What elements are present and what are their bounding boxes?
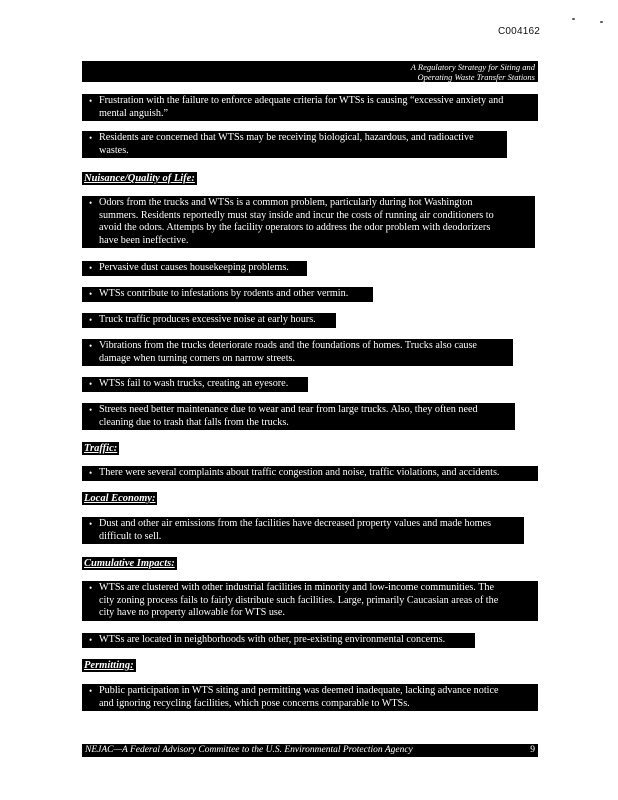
bullet-glyph: • bbox=[89, 686, 93, 696]
bullet-item-line: WTSs are clustered with other industrial facilities in minority and low-income communities. The bbox=[99, 582, 495, 593]
bullet-item bbox=[82, 517, 524, 544]
bullet-item bbox=[82, 633, 475, 648]
bullet-glyph: • bbox=[89, 133, 93, 143]
scan-speck bbox=[600, 21, 603, 23]
bullet-item bbox=[82, 466, 538, 481]
bullet-item-line: WTSs are located in neighborhoods with other, pre-existing environmental concerns. bbox=[99, 634, 446, 645]
bullet-item bbox=[82, 313, 336, 328]
bullet-glyph: • bbox=[89, 635, 93, 645]
running-header-line-2: Operating Waste Transfer Stations bbox=[417, 72, 535, 82]
bullet-item bbox=[82, 196, 535, 248]
bullet-item bbox=[82, 131, 507, 158]
bullet-glyph: • bbox=[89, 198, 93, 208]
bullet-item-line: city have no property allowable for WTS use. bbox=[99, 607, 285, 619]
bullet-item-line: city zoning process fails to fairly distribute such facilities. Large, primarily Caucasian areas of the bbox=[99, 594, 499, 606]
bullet-item-line: summers. Residents reportedly must stay inside and incur the costs of running air conditioners to bbox=[99, 209, 494, 221]
bullet-item-line: Frustration with the failure to enforce adequate criteria for WTSs is causing “excessive anxiety and bbox=[99, 95, 504, 106]
section-heading-local-economy: Local Economy: bbox=[84, 493, 156, 504]
bullet-item-line: and ignoring recycling facilities, which pose concerns comparable to WTSs. bbox=[99, 697, 410, 709]
section-heading-permitting: Permitting: bbox=[84, 660, 134, 671]
running-header-line-1: A Regulatory Strategy for Siting and bbox=[410, 62, 535, 72]
bullet-glyph: • bbox=[89, 583, 93, 593]
bullet-item-line: avoid the odors. Attempts by the facility operators to address the odor problem with deodorizers bbox=[99, 222, 491, 234]
bullet-glyph: • bbox=[89, 519, 93, 529]
bullet-item bbox=[82, 684, 538, 711]
section-heading-traffic: Traffic: bbox=[84, 443, 118, 454]
bullet-glyph: • bbox=[89, 263, 93, 273]
bullet-item-line: Public participation in WTS siting and permitting was deemed inadequate, lacking advance notice bbox=[99, 685, 499, 696]
bullet-item bbox=[82, 94, 538, 121]
footer-text: NEJAC—A Federal Advisory Committee to the U.S. Environmental Protection Agency bbox=[85, 745, 413, 755]
bullet-item-line: WTSs contribute to infestations by rodents and other vermin. bbox=[99, 288, 349, 299]
bullet-item-line: Truck traffic produces excessive noise at early hours. bbox=[99, 314, 316, 325]
bullet-item bbox=[82, 581, 538, 621]
page-number: 9 bbox=[530, 745, 535, 755]
bullet-item-line: Pervasive dust causes housekeeping problems. bbox=[99, 262, 289, 273]
running-footer bbox=[82, 744, 538, 757]
bullet-glyph: • bbox=[89, 289, 93, 299]
bullet-item bbox=[82, 339, 513, 366]
bullet-item bbox=[82, 287, 373, 302]
section-heading-nuisance: Nuisance/Quality of Life: bbox=[84, 173, 195, 184]
bullet-item-line: Streets need better maintenance due to wear and tear from large trucks. Also, they often need bbox=[99, 404, 478, 415]
bullet-glyph: • bbox=[89, 468, 93, 478]
bullet-item-line: Residents are concerned that WTSs may be receiving biological, hazardous, and radioactive bbox=[99, 132, 474, 143]
bullet-item-line: have been ineffective. bbox=[99, 234, 189, 246]
bullet-item-line: There were several complaints about traffic congestion and noise, traffic violations, and accidents. bbox=[99, 467, 500, 478]
bullet-item-line: Vibrations from the trucks deteriorate roads and the foundations of homes. Trucks also cause bbox=[99, 340, 477, 351]
bullet-item-line: WTSs fail to wash trucks, creating an eyesore. bbox=[99, 378, 289, 389]
bullet-item-line: wastes. bbox=[99, 144, 129, 156]
bullet-item-line: Odors from the trucks and WTSs is a common problem, particularly during hot Washington bbox=[99, 197, 473, 208]
bullet-item-line: difficult to sell. bbox=[99, 530, 162, 542]
bullet-item bbox=[82, 377, 308, 392]
bullet-item bbox=[82, 261, 307, 276]
bullet-glyph: • bbox=[89, 96, 93, 106]
bullet-item bbox=[82, 403, 515, 430]
bullet-glyph: • bbox=[89, 379, 93, 389]
bullet-glyph: • bbox=[89, 315, 93, 325]
bullet-glyph: • bbox=[89, 405, 93, 415]
bullet-item-line: Dust and other air emissions from the facilities have decreased property values and made homes bbox=[99, 518, 492, 529]
bullet-item-line: mental anguish.” bbox=[99, 107, 169, 119]
bullet-item-line: cleaning due to trash that falls from the trucks. bbox=[99, 416, 289, 428]
bullet-item-line: damage when turning corners on narrow streets. bbox=[99, 352, 296, 364]
scan-speck bbox=[572, 18, 575, 20]
bullet-glyph: • bbox=[89, 341, 93, 351]
section-heading-cumulative-impacts: Cumulative Impacts: bbox=[84, 558, 175, 569]
document-id: C004162 bbox=[498, 26, 540, 37]
running-header bbox=[82, 61, 538, 82]
